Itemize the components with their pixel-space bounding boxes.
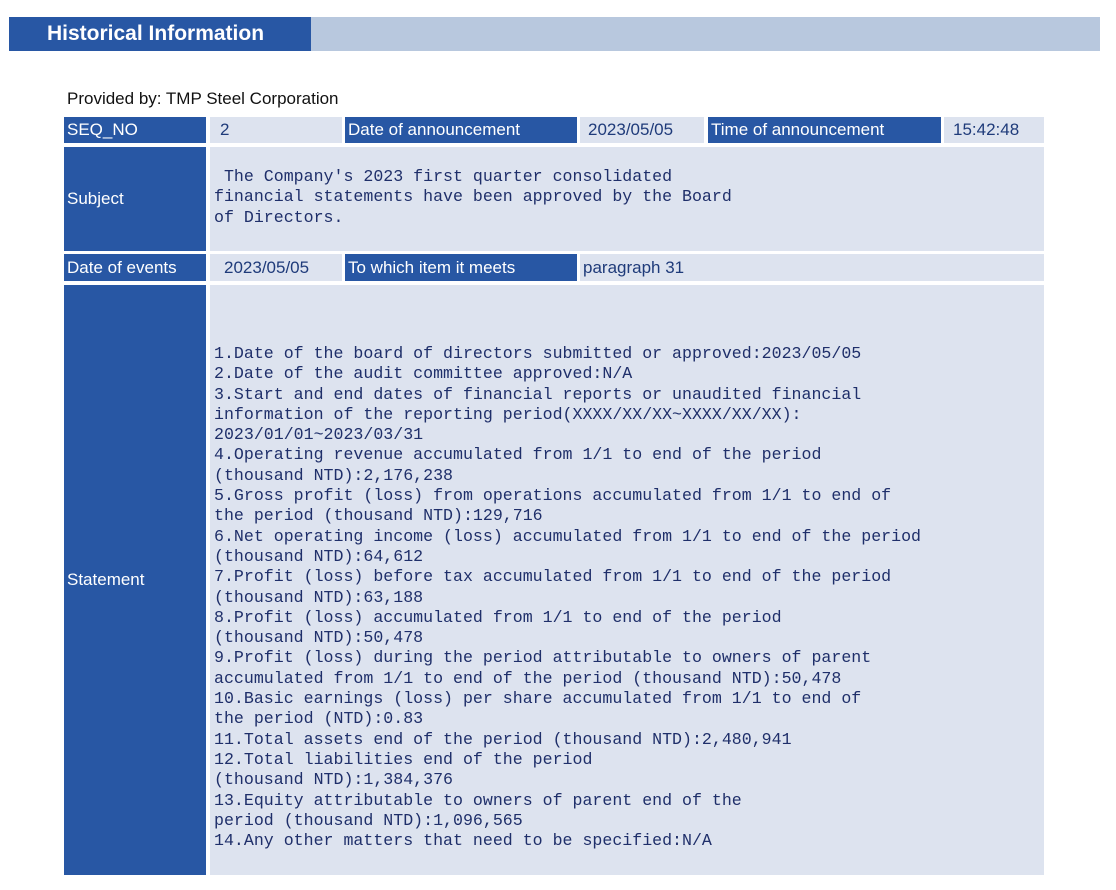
statement-box: [210, 285, 1044, 875]
statement-text: 1.Date of the board of directors submitted or approved:2023/05/05 2.Date of the audit committee approved:N/A 3.Start and end dates of financial reports or unaudited financial information of the reporting period(XXXX/XX/XX~XXXX/XX/XX): 2023/01/01~2023/03/31 4.Operating revenue accumulated from 1/1 to end of the period (thousand NTD):2,176,238 5.Gross profit (loss) from operations accumulated from 1/1 to end of the period (thousand NTD):129,716 6.Net operating income (loss) accumulated from 1/1 to end of the period (thousand NTD):64,612 7.Profit (loss) before tax accumulated from 1/1 to end of the period (thousand NTD):63,188 8.Profit (loss) accumulated from 1/1 to end of the period (thousand NTD):50,478 9.Profit (loss) during the period attributable to owners of parent accumulated from 1/1 to end of the period (thousand NTD):50,478 10.Basic earnings (loss) per share accumulated from 1/1 to end of the period (NTD):0.83 11.Total assets end of the period (thousand NTD):2,480,941 12.Total liabilities end of the period (thousand NTD):1,384,376 13.Equity attributable to owners of parent end of the period (thousand NTD):1,096,565 14.Any other matters that need to be specified:N/A: [214, 344, 922, 851]
subject-label: Subject: [64, 147, 206, 251]
statement-label: Statement: [64, 285, 206, 875]
subject-text: The Company's 2023 first quarter consolidated financial statements have been approved by the Board of Directors.: [214, 167, 732, 227]
announcement-date-label: Date of announcement: [345, 117, 577, 143]
page-title: Historical Information: [9, 17, 311, 51]
announcement-time-label: Time of announcement: [708, 117, 941, 143]
announcement-time-value: 15:42:48: [944, 117, 1044, 143]
announcement-date-value: 2023/05/05: [580, 117, 704, 143]
events-date-value: 2023/05/05: [210, 254, 342, 281]
item-meets-value: paragraph 31: [580, 254, 1044, 281]
subject-box: [210, 147, 1044, 251]
seq-no-label: SEQ_NO: [64, 117, 206, 143]
item-meets-label: To which item it meets: [345, 254, 577, 281]
provided-by: Provided by: TMP Steel Corporation: [67, 89, 339, 108]
seq-no-value: 2: [210, 117, 342, 143]
events-date-label: Date of events: [64, 254, 206, 281]
